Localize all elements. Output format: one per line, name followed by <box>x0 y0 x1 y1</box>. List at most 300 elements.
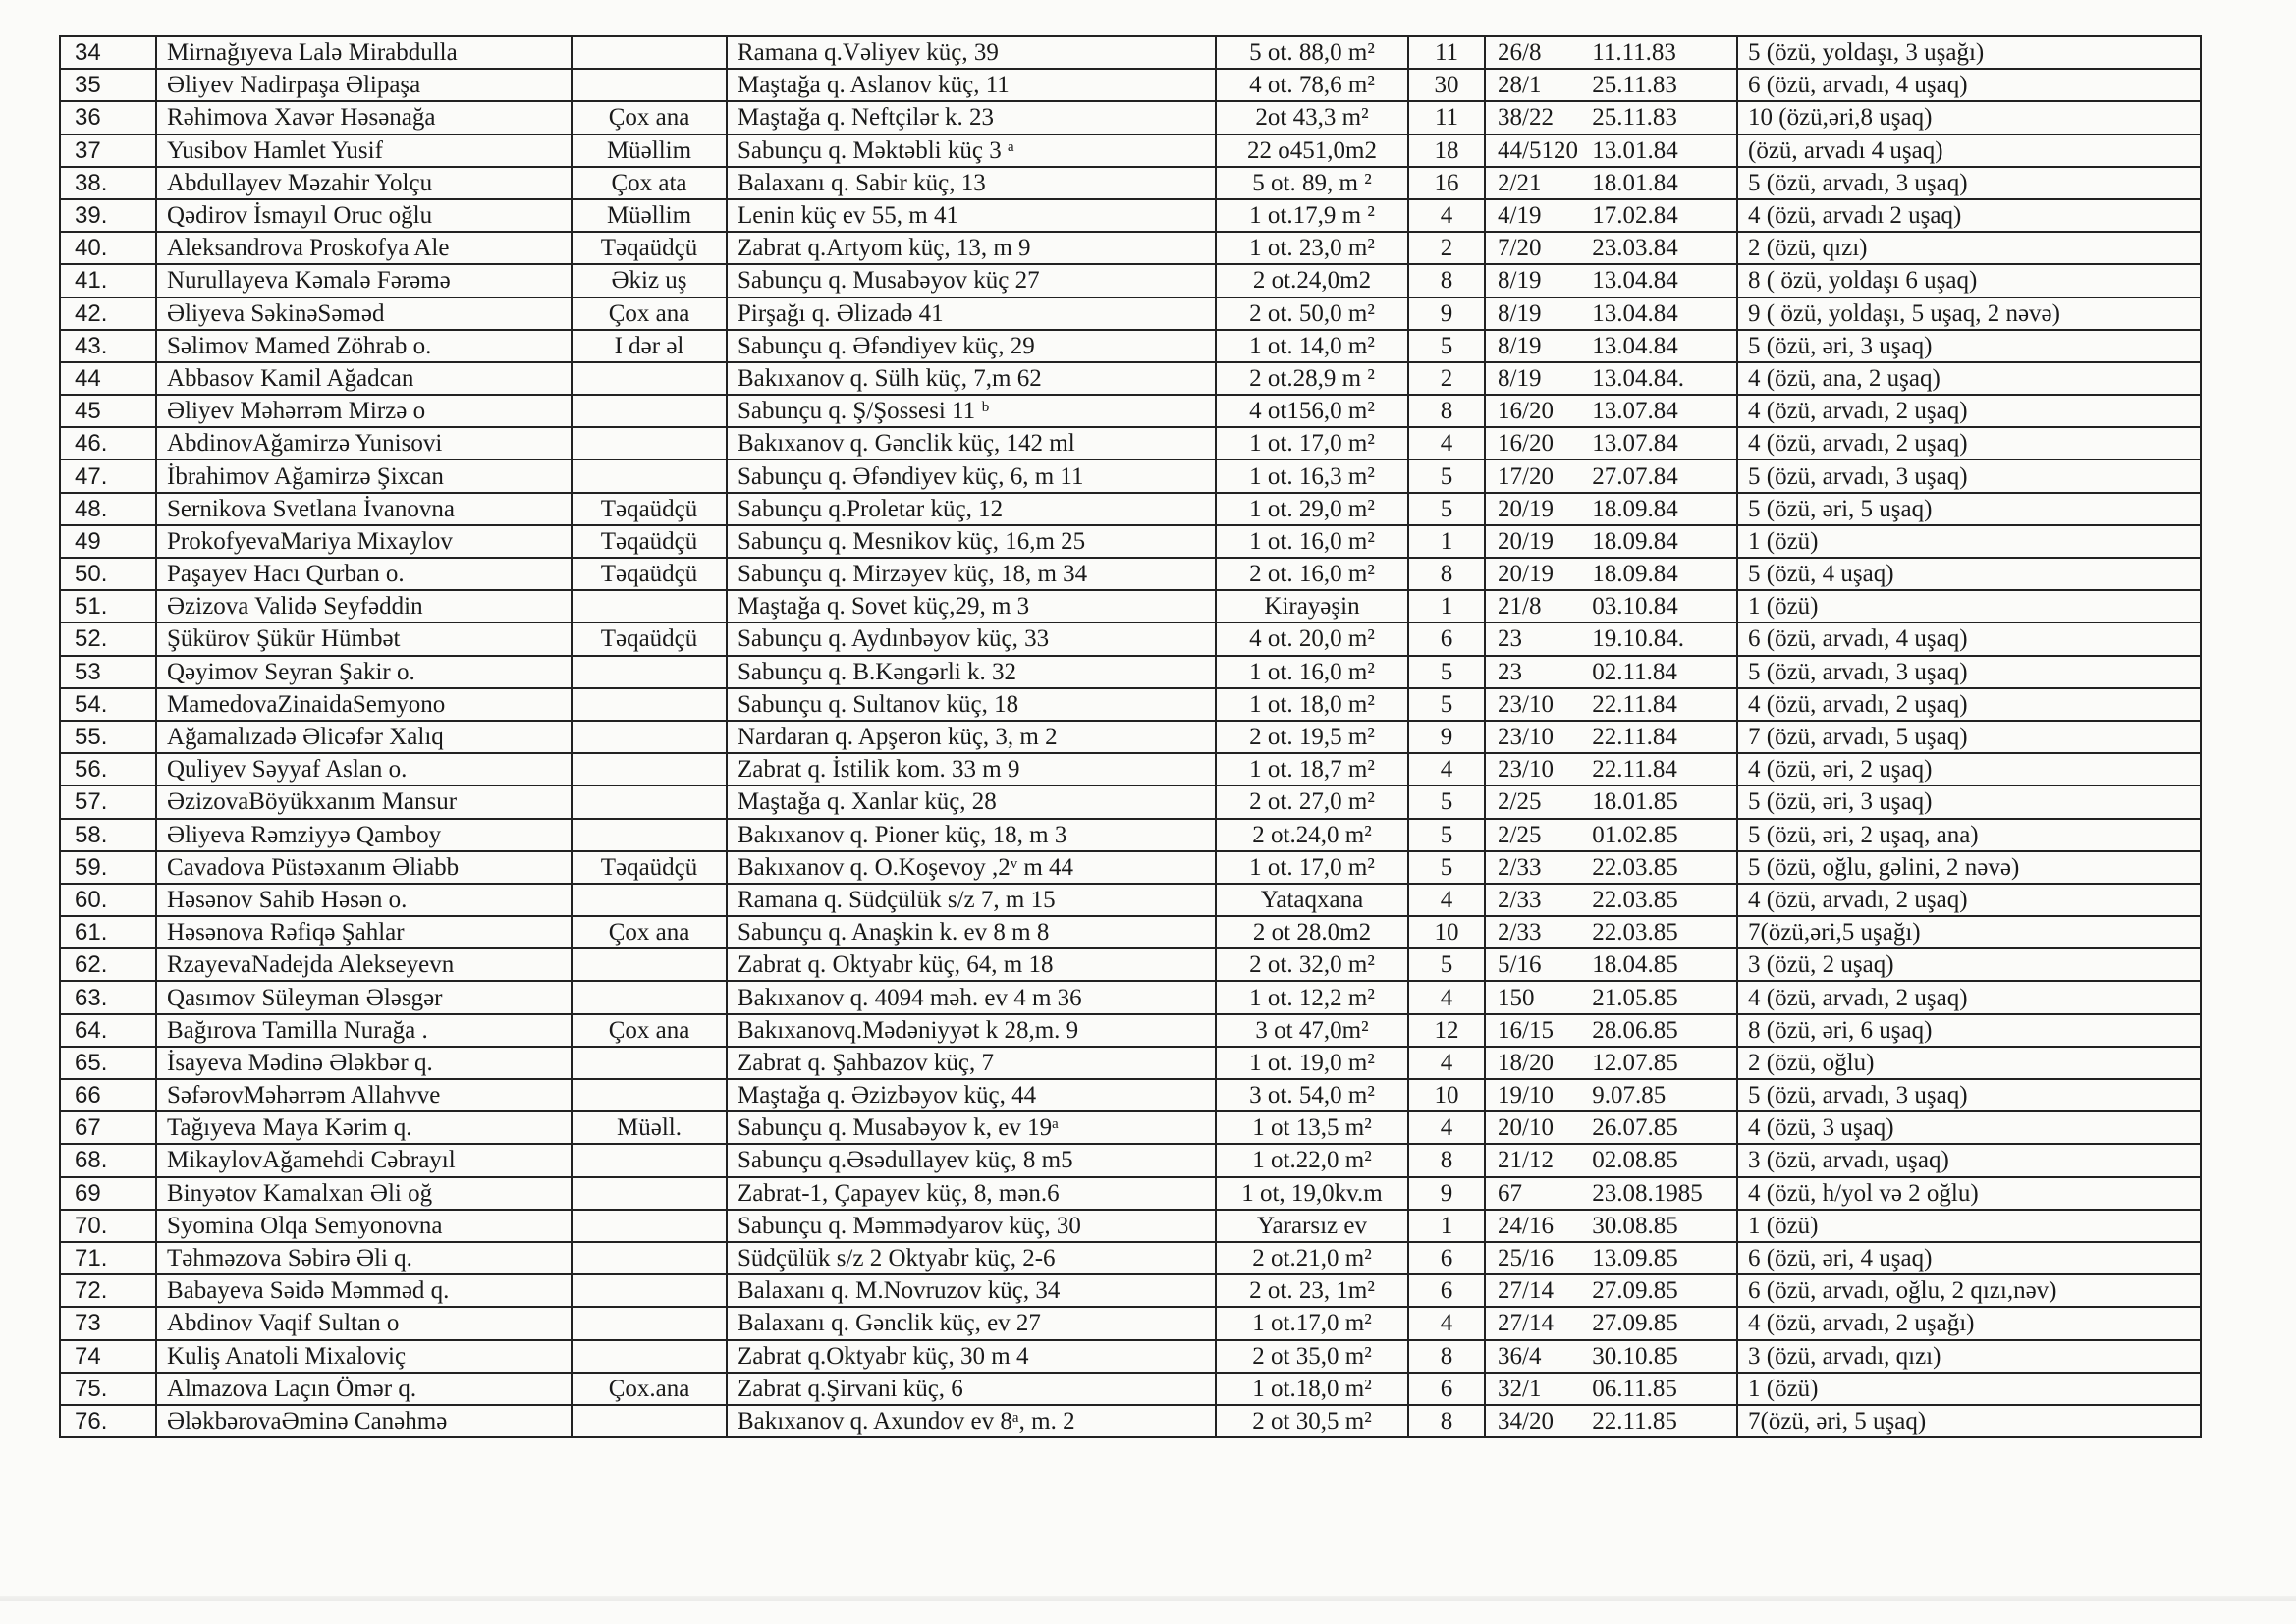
order-cell <box>1485 916 1737 948</box>
table-row <box>60 427 2201 460</box>
person-name: Həsənov Sahib Həsən o. <box>156 884 572 916</box>
table-row <box>60 721 2201 753</box>
living-area: 2ot 43,3 m² <box>1216 101 1408 134</box>
people-count: 10 <box>1408 916 1485 948</box>
registration-date: 30.10.85 <box>1592 1342 1678 1370</box>
housing-queue-table <box>59 35 2202 1438</box>
living-area: 1 ot.22,0 m² <box>1216 1144 1408 1176</box>
table-row <box>60 460 2201 492</box>
address: Bakıxanov q. Gənclik küç, 142 ml <box>727 427 1216 460</box>
order-number: 23/10 <box>1498 690 1554 718</box>
table-row <box>60 785 2201 818</box>
people-count: 5 <box>1408 330 1485 362</box>
social-status: Təqaüdçü <box>572 623 727 655</box>
family-composition: 6 (özü, arvadı, 4 uşaq) <box>1737 623 2201 655</box>
people-count: 16 <box>1408 167 1485 199</box>
family-composition: 3 (özü, arvadı, uşaq) <box>1737 1144 2201 1176</box>
table-row <box>60 851 2201 884</box>
registration-date: 13.04.84 <box>1592 267 1678 295</box>
family-composition: 4 (özü, arvadı, 2 uşağı) <box>1737 1307 2201 1339</box>
people-count: 6 <box>1408 623 1485 655</box>
address: Sabunçu q. B.Kəngərli k. 32 <box>727 656 1216 688</box>
registration-date: 13.04.84. <box>1592 364 1684 392</box>
family-composition: 4 (özü, 3 uşaq) <box>1737 1111 2201 1144</box>
table-row <box>60 1177 2201 1210</box>
table-row <box>60 395 2201 427</box>
registration-date: 06.11.85 <box>1592 1375 1677 1402</box>
people-count: 11 <box>1408 36 1485 69</box>
order-cell <box>1485 264 1737 297</box>
order-number: 17/20 <box>1498 462 1554 490</box>
registration-date: 03.10.84 <box>1592 593 1678 621</box>
person-name: Sernikova Svetlana İvanovna <box>156 493 572 525</box>
social-status <box>572 1210 727 1242</box>
address: Balaxanı q. Sabir küç, 13 <box>727 167 1216 199</box>
registration-date: 18.01.84 <box>1592 169 1678 196</box>
people-count: 1 <box>1408 1210 1485 1242</box>
living-area: 1 ot, 19,0kv.m <box>1216 1177 1408 1210</box>
person-name: Abdinov Vaqif Sultan o <box>156 1307 572 1339</box>
order-number: 20/19 <box>1498 495 1554 522</box>
people-count: 10 <box>1408 1079 1485 1111</box>
people-count: 9 <box>1408 298 1485 330</box>
order-number: 8/19 <box>1498 364 1542 392</box>
row-number: 72. <box>60 1274 156 1307</box>
people-count: 6 <box>1408 1274 1485 1307</box>
person-name: RzayevaNadejda Alekseyevn <box>156 948 572 981</box>
order-number: 23 <box>1498 625 1522 653</box>
order-number: 20/19 <box>1498 561 1554 588</box>
person-name: Şükürov Şükür Hümbət <box>156 623 572 655</box>
social-status: Təqaüdçü <box>572 493 727 525</box>
table-row <box>60 1047 2201 1079</box>
order-cell <box>1485 753 1737 785</box>
people-count: 8 <box>1408 558 1485 590</box>
table-row <box>60 525 2201 558</box>
address: Sabunçu q. Musabəyov k, ev 19ᵃ <box>727 1111 1216 1144</box>
people-count: 4 <box>1408 981 1485 1013</box>
social-status <box>572 1177 727 1210</box>
table-row <box>60 1014 2201 1047</box>
social-status: Çox ana <box>572 101 727 134</box>
row-number: 71. <box>60 1242 156 1274</box>
order-number: 2/25 <box>1498 821 1542 848</box>
person-name: Abdullayev Məzahir Yolçu <box>156 167 572 199</box>
order-cell <box>1485 362 1737 395</box>
order-number: 2/25 <box>1498 788 1542 816</box>
living-area: 5 ot. 88,0 m² <box>1216 36 1408 69</box>
registration-date: 22.11.84 <box>1592 756 1677 784</box>
social-status: Müəll. <box>572 1111 727 1144</box>
order-cell <box>1485 884 1737 916</box>
person-name: Syomina Olqa Semyonovna <box>156 1210 572 1242</box>
living-area: 1 ot. 29,0 m² <box>1216 493 1408 525</box>
address: Pirşağı q. Əlizadə 41 <box>727 298 1216 330</box>
living-area: 4 ot156,0 m² <box>1216 395 1408 427</box>
social-status: Çox ata <box>572 167 727 199</box>
order-number: 2/21 <box>1498 169 1542 196</box>
living-area: 22 o451,0m2 <box>1216 135 1408 167</box>
order-cell <box>1485 851 1737 884</box>
people-count: 4 <box>1408 1111 1485 1144</box>
social-status: Çox.ana <box>572 1373 727 1405</box>
order-number: 23/10 <box>1498 724 1554 751</box>
order-cell <box>1485 1111 1737 1144</box>
order-cell <box>1485 135 1737 167</box>
social-status <box>572 590 727 623</box>
social-status: Təqaüdçü <box>572 525 727 558</box>
address: Bakıxanov q. Pioner küç, 18, m 3 <box>727 819 1216 851</box>
order-number: 8/19 <box>1498 267 1542 295</box>
family-composition: 10 (özü,əri,8 uşaq) <box>1737 101 2201 134</box>
address: Maştağa q. Aslanov küç, 11 <box>727 69 1216 101</box>
table-row <box>60 493 2201 525</box>
person-name: Təhməzova Səbirə Əli q. <box>156 1242 572 1274</box>
living-area: 2 ot 28.0m2 <box>1216 916 1408 948</box>
table-row <box>60 264 2201 297</box>
order-number: 28/1 <box>1498 72 1542 99</box>
social-status <box>572 1047 727 1079</box>
living-area: 1 ot. 19,0 m² <box>1216 1047 1408 1079</box>
living-area: 1 ot. 18,0 m² <box>1216 688 1408 721</box>
family-composition: 4 (özü, arvadı, 2 uşaq) <box>1737 427 2201 460</box>
living-area: 1 ot. 16,0 m² <box>1216 525 1408 558</box>
order-cell <box>1485 460 1737 492</box>
table-row <box>60 330 2201 362</box>
family-composition: 1 (özü) <box>1737 1373 2201 1405</box>
address: Bakıxanovq.Mədəniyyət k 28,m. 9 <box>727 1014 1216 1047</box>
family-composition: 4 (özü, arvadı, 2 uşaq) <box>1737 395 2201 427</box>
address: Sabunçu q.Proletar küç, 12 <box>727 493 1216 525</box>
row-number: 63. <box>60 981 156 1013</box>
order-cell <box>1485 785 1737 818</box>
registration-date: 27.09.85 <box>1592 1277 1678 1305</box>
social-status <box>572 1242 727 1274</box>
address: Zabrat q. İstilik kom. 33 m 9 <box>727 753 1216 785</box>
people-count: 5 <box>1408 785 1485 818</box>
person-name: Qəyimov Seyran Şakir o. <box>156 656 572 688</box>
order-number: 20/19 <box>1498 527 1554 555</box>
social-status <box>572 1405 727 1437</box>
person-name: Həsənova Rəfiqə Şahlar <box>156 916 572 948</box>
row-number: 65. <box>60 1047 156 1079</box>
table-row <box>60 1373 2201 1405</box>
row-number: 43. <box>60 330 156 362</box>
people-count: 4 <box>1408 884 1485 916</box>
people-count: 5 <box>1408 819 1485 851</box>
person-name: Qədirov İsmayıl Oruc oğlu <box>156 199 572 232</box>
address: Zabrat q.Oktyabr küç, 30 m 4 <box>727 1340 1216 1373</box>
order-number: 34/20 <box>1498 1407 1554 1435</box>
registration-date: 18.01.85 <box>1592 788 1678 816</box>
person-name: Yusibov Hamlet Yusif <box>156 135 572 167</box>
living-area: 4 ot. 78,6 m² <box>1216 69 1408 101</box>
living-area: Yararsız ev <box>1216 1210 1408 1242</box>
registration-date: 13.04.84 <box>1592 299 1678 327</box>
order-cell <box>1485 948 1737 981</box>
order-number: 16/15 <box>1498 1016 1554 1044</box>
address: Maştağa q. Əzizbəyov küç, 44 <box>727 1079 1216 1111</box>
social-status <box>572 1340 727 1373</box>
registration-date: 27.07.84 <box>1592 462 1678 490</box>
family-composition: 5 (özü, arvadı, 3 uşaq) <box>1737 460 2201 492</box>
address: Lenin küç ev 55, m 41 <box>727 199 1216 232</box>
family-composition: 5 (özü, oğlu, gəlini, 2 nəvə) <box>1737 851 2201 884</box>
people-count: 2 <box>1408 232 1485 264</box>
social-status: Çox ana <box>572 916 727 948</box>
living-area: 1 ot. 23,0 m² <box>1216 232 1408 264</box>
person-name: Əliyeva Rəmziyyə Qamboy <box>156 819 572 851</box>
social-status <box>572 36 727 69</box>
registration-date: 27.09.85 <box>1592 1310 1678 1337</box>
order-cell <box>1485 167 1737 199</box>
order-number: 21/8 <box>1498 593 1542 621</box>
social-status <box>572 362 727 395</box>
social-status: Təqaüdçü <box>572 232 727 264</box>
living-area: 1 ot. 16,0 m² <box>1216 656 1408 688</box>
order-number: 16/20 <box>1498 430 1554 458</box>
family-composition: 4 (özü, əri, 2 uşaq) <box>1737 753 2201 785</box>
living-area: 4 ot. 20,0 m² <box>1216 623 1408 655</box>
row-number: 35 <box>60 69 156 101</box>
social-status <box>572 785 727 818</box>
table-body <box>60 36 2201 1437</box>
address: Sabunçu q. Ş/Şossesi 11 ᵇ <box>727 395 1216 427</box>
table-row <box>60 101 2201 134</box>
table-row <box>60 558 2201 590</box>
table-row <box>60 948 2201 981</box>
order-number: 38/22 <box>1498 104 1554 132</box>
row-number: 50. <box>60 558 156 590</box>
row-number: 76. <box>60 1405 156 1437</box>
people-count: 8 <box>1408 1144 1485 1176</box>
order-cell <box>1485 232 1737 264</box>
people-count: 4 <box>1408 199 1485 232</box>
order-cell <box>1485 427 1737 460</box>
people-count: 12 <box>1408 1014 1485 1047</box>
address: Sabunçu q. Əfəndiyev küç, 29 <box>727 330 1216 362</box>
table-row <box>60 135 2201 167</box>
address: Zabrat-1, Çapayev küç, 8, mən.6 <box>727 1177 1216 1210</box>
table-row <box>60 623 2201 655</box>
family-composition: 5 (özü, 4 uşaq) <box>1737 558 2201 590</box>
people-count: 11 <box>1408 101 1485 134</box>
order-number: 4/19 <box>1498 202 1542 230</box>
row-number: 34 <box>60 36 156 69</box>
people-count: 4 <box>1408 427 1485 460</box>
social-status <box>572 427 727 460</box>
row-number: 73 <box>60 1307 156 1339</box>
family-composition: 5 (özü, əri, 5 uşaq) <box>1737 493 2201 525</box>
family-composition: 3 (özü, arvadı, qızı) <box>1737 1340 2201 1373</box>
person-name: Nurullayeva Kəmalə Fərəmə <box>156 264 572 297</box>
living-area: 1 ot. 17,0 m² <box>1216 851 1408 884</box>
family-composition: 2 (özü, qızı) <box>1737 232 2201 264</box>
row-number: 75. <box>60 1373 156 1405</box>
table-row <box>60 1340 2201 1373</box>
table-row <box>60 1405 2201 1437</box>
registration-date: 25.11.83 <box>1592 104 1677 132</box>
registration-date: 21.05.85 <box>1592 984 1678 1011</box>
order-cell <box>1485 1373 1737 1405</box>
row-number: 44 <box>60 362 156 395</box>
order-cell <box>1485 525 1737 558</box>
row-number: 59. <box>60 851 156 884</box>
people-count: 6 <box>1408 1373 1485 1405</box>
living-area: 1 ot. 14,0 m² <box>1216 330 1408 362</box>
person-name: SəfərovMəhərrəm Allahvve <box>156 1079 572 1111</box>
row-number: 48. <box>60 493 156 525</box>
row-number: 53 <box>60 656 156 688</box>
living-area: 1 ot.17,0 m² <box>1216 1307 1408 1339</box>
address: Zabrat q.Şirvani küç, 6 <box>727 1373 1216 1405</box>
registration-date: 18.09.84 <box>1592 527 1678 555</box>
registration-date: 18.04.85 <box>1592 951 1678 979</box>
people-count: 8 <box>1408 264 1485 297</box>
social-status: I dər əl <box>572 330 727 362</box>
row-number: 54. <box>60 688 156 721</box>
address: Ramana q. Südçülük s/z 7, m 15 <box>727 884 1216 916</box>
address: Sabunçu q. Əfəndiyev küç, 6, m 11 <box>727 460 1216 492</box>
social-status <box>572 656 727 688</box>
person-name: MikaylovAğamehdi Cəbrayıl <box>156 1144 572 1176</box>
table-row <box>60 884 2201 916</box>
table-row <box>60 232 2201 264</box>
row-number: 69 <box>60 1177 156 1210</box>
row-number: 47. <box>60 460 156 492</box>
person-name: Qasımov Süleyman Ələsgər <box>156 981 572 1013</box>
person-name: Almazova Laçın Ömər q. <box>156 1373 572 1405</box>
registration-date: 02.08.85 <box>1592 1147 1678 1174</box>
living-area: 2 ot. 23, 1m² <box>1216 1274 1408 1307</box>
person-name: Babayeva Səidə Məmməd q. <box>156 1274 572 1307</box>
row-number: 38. <box>60 167 156 199</box>
address: Sabunçu q. Sultanov küç, 18 <box>727 688 1216 721</box>
table-row <box>60 362 2201 395</box>
order-cell <box>1485 298 1737 330</box>
table-row <box>60 916 2201 948</box>
people-count: 4 <box>1408 1307 1485 1339</box>
order-cell <box>1485 493 1737 525</box>
social-status: Təqaüdçü <box>572 558 727 590</box>
people-count: 5 <box>1408 851 1485 884</box>
table-row <box>60 753 2201 785</box>
row-number: 56. <box>60 753 156 785</box>
person-name: Bağırova Tamilla Nurağa . <box>156 1014 572 1047</box>
family-composition: 8 ( özü, yoldaşı 6 uşaq) <box>1737 264 2201 297</box>
family-composition: 4 (özü, arvadı, 2 uşaq) <box>1737 688 2201 721</box>
social-status <box>572 1079 727 1111</box>
living-area: 1 ot. 18,7 m² <box>1216 753 1408 785</box>
row-number: 49 <box>60 525 156 558</box>
people-count: 5 <box>1408 656 1485 688</box>
order-cell <box>1485 688 1737 721</box>
family-composition: 6 (özü, arvadı, 4 uşaq) <box>1737 69 2201 101</box>
registration-date: 9.07.85 <box>1592 1082 1667 1110</box>
address: Balaxanı q. Gənclik küç, ev 27 <box>727 1307 1216 1339</box>
family-composition: 4 (özü, h/yol və 2 oğlu) <box>1737 1177 2201 1210</box>
registration-date: 22.11.84 <box>1592 724 1677 751</box>
table-row <box>60 167 2201 199</box>
social-status: Müəllim <box>572 199 727 232</box>
registration-date: 18.09.84 <box>1592 561 1678 588</box>
family-composition: 3 (özü, 2 uşaq) <box>1737 948 2201 981</box>
row-number: 70. <box>60 1210 156 1242</box>
address: Sabunçu q. Mesnikov küç, 16,m 25 <box>727 525 1216 558</box>
family-composition: 1 (özü) <box>1737 525 2201 558</box>
order-number: 150 <box>1498 984 1535 1011</box>
row-number: 62. <box>60 948 156 981</box>
registration-date: 23.08.1985 <box>1592 1179 1703 1207</box>
table-row <box>60 69 2201 101</box>
family-composition: 6 (özü, əri, 4 uşaq) <box>1737 1242 2201 1274</box>
person-name: Cavadova Püstəxanım Əliabb <box>156 851 572 884</box>
person-name: Quliyev Səyyaf Aslan o. <box>156 753 572 785</box>
registration-date: 13.09.85 <box>1592 1245 1678 1272</box>
row-number: 61. <box>60 916 156 948</box>
person-name: Əliyev Nadirpaşa Əlipaşa <box>156 69 572 101</box>
order-cell <box>1485 330 1737 362</box>
order-number: 20/10 <box>1498 1114 1554 1142</box>
social-status: Əkiz uş <box>572 264 727 297</box>
table-row <box>60 1274 2201 1307</box>
living-area: 1 ot 13,5 m² <box>1216 1111 1408 1144</box>
table-row <box>60 656 2201 688</box>
family-composition: 9 ( özü, yoldaşı, 5 uşaq, 2 nəvə) <box>1737 298 2201 330</box>
order-cell <box>1485 395 1737 427</box>
address: Sabunçu q.Əsədullayev küç, 8 m5 <box>727 1144 1216 1176</box>
order-cell <box>1485 36 1737 69</box>
people-count: 5 <box>1408 948 1485 981</box>
people-count: 4 <box>1408 753 1485 785</box>
row-number: 60. <box>60 884 156 916</box>
address: Nardaran q. Apşeron küç, 3, m 2 <box>727 721 1216 753</box>
table-row <box>60 298 2201 330</box>
living-area: 2 ot.24,0 m² <box>1216 819 1408 851</box>
living-area: 2 ot.24,0m2 <box>1216 264 1408 297</box>
order-cell <box>1485 1014 1737 1047</box>
living-area: 2 ot.28,9 m ² <box>1216 362 1408 395</box>
family-composition: 4 (özü, ana, 2 uşaq) <box>1737 362 2201 395</box>
address: Südçülük s/z 2 Oktyabr küç, 2-6 <box>727 1242 1216 1274</box>
table-row <box>60 590 2201 623</box>
address: Sabunçu q. Məmmədyarov küç, 30 <box>727 1210 1216 1242</box>
order-number: 18/20 <box>1498 1049 1554 1076</box>
order-cell <box>1485 590 1737 623</box>
order-number: 7/20 <box>1498 235 1542 262</box>
person-name: Abbasov Kamil Ağadcan <box>156 362 572 395</box>
people-count: 5 <box>1408 460 1485 492</box>
people-count: 9 <box>1408 721 1485 753</box>
living-area: Yataqxana <box>1216 884 1408 916</box>
address: Maştağa q. Xanlar küç, 28 <box>727 785 1216 818</box>
registration-date: 25.11.83 <box>1592 72 1677 99</box>
family-composition: 5 (özü, əri, 3 uşaq) <box>1737 330 2201 362</box>
row-number: 57. <box>60 785 156 818</box>
row-number: 37 <box>60 135 156 167</box>
address: Bakıxanov q. Axundov ev 8ᵃ, m. 2 <box>727 1405 1216 1437</box>
order-number: 23 <box>1498 658 1522 685</box>
address: Sabunçu q. Aydınbəyov küç, 33 <box>727 623 1216 655</box>
order-cell <box>1485 1307 1737 1339</box>
address: Sabunçu q. Mirzəyev küç, 18, m 34 <box>727 558 1216 590</box>
family-composition: 5 (özü, əri, 2 uşaq, ana) <box>1737 819 2201 851</box>
table-row <box>60 1111 2201 1144</box>
social-status <box>572 1274 727 1307</box>
row-number: 42. <box>60 298 156 330</box>
order-cell <box>1485 1405 1737 1437</box>
people-count: 8 <box>1408 1340 1485 1373</box>
